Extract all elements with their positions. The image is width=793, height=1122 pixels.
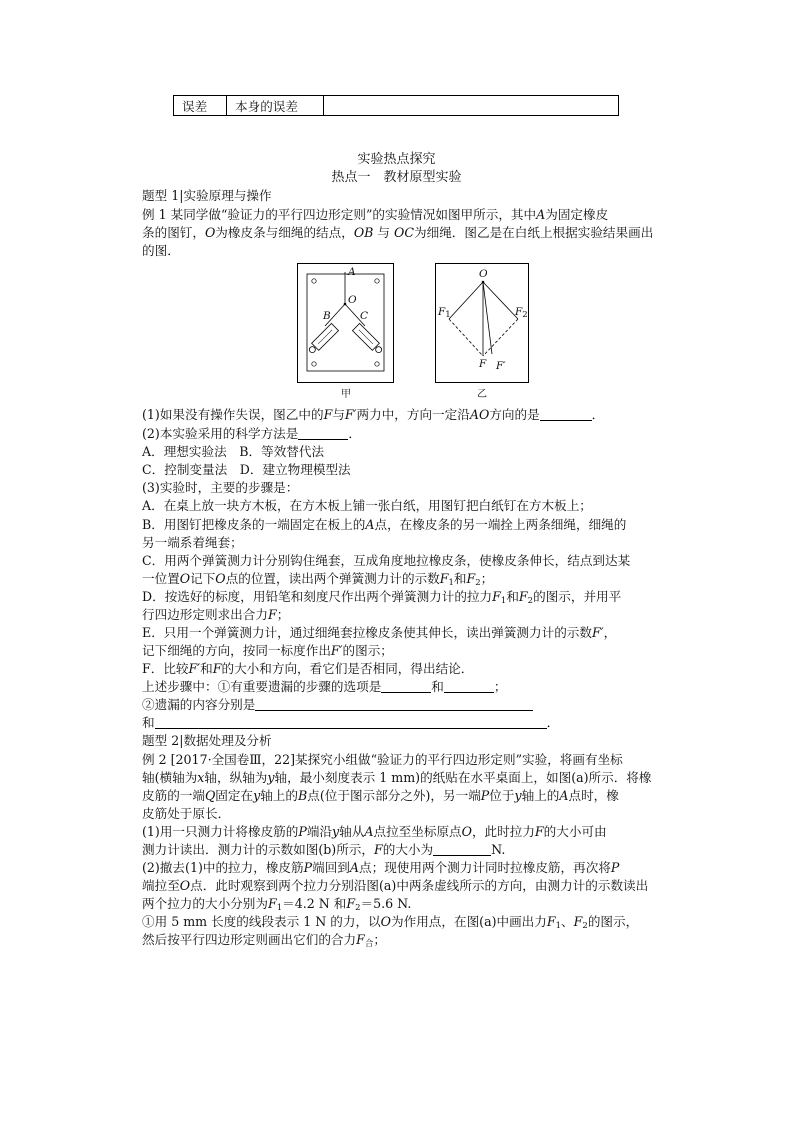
part1-line2: 测力计读出．测力计的示数如图(b)所示，F的大小为 N. [142,842,506,857]
step-a: A．在桌上放一块方木板，在方木板上铺一张白纸，用图钉把白纸钉在方木板上； [142,498,592,513]
step-c-line2: 一位置O记下O点的位置，读出两个弹簧测力计的示数$F_1$和$F_2$； [142,571,494,588]
example2-line4: 皮筋处于原长． [142,806,231,821]
label-f1: $F_1$ [438,306,451,320]
answer-blank [155,715,547,729]
label-b: B [323,310,331,322]
type1-heading: 题型 1|实验原理与操作 [142,188,272,203]
label-f-prime: F′ [496,360,506,372]
step-e-line1: E．只用一个弹簧测力计，通过细绳套拉橡皮条使其伸长，读出弹簧测力计的示数F′， [142,625,617,640]
options-cd: C．控制变量法 D．建立物理模型法 [142,462,351,477]
label-f2: $F_2$ [515,306,528,320]
part1-line1: (1)用一只测力计将橡皮筋的P端沿y轴从A点拉至坐标原点O，此时拉力F的大小可由 [142,824,607,839]
answer-blank [381,679,431,693]
figure-yi [435,263,529,383]
table-cell: 误差 [174,96,227,116]
hot-heading: 热点一 教材原型实验 [331,170,462,185]
label-f: F [479,358,487,370]
caption-yi: 乙 [477,389,487,400]
figure-jia-drawing [298,264,393,382]
type2-heading: 题型 2|数据处理及分析 [142,733,272,748]
answer-blank [540,407,592,421]
options-ab: A．理想实验法 B．等效替代法 [142,444,325,459]
step-c-line1: C．用两个弹簧测力计分别钩住绳套，互成角度地拉橡皮条，使橡皮条伸长，结点到达某 [142,553,631,568]
table-cell [324,96,619,116]
answer-blank [433,842,491,856]
error-table [173,95,619,116]
label-c: C [360,310,369,322]
step-e-line2: 记下细绳的方向，按同一标度作出F′的图示； [142,643,393,658]
table-row [174,96,619,116]
step-f: F．比较F′和F的大小和方向，看它们是否相同，得出结论． [142,661,474,676]
answer-blank [255,697,533,711]
answer-blank [444,679,494,693]
example2-line2: 轴(横轴为x轴，纵轴为y轴，最小刻度表示 1 mm)的纸贴在水平桌面上，如图(a)所示．将橡 [142,770,652,785]
table-cell: 本身的误差 [227,96,324,116]
figure-jia [297,263,394,383]
example1-line3: 的图． [142,243,180,258]
step-b-line1: B．用图钉把橡皮条的一端固定在板上的A点，在橡皮条的另一端拴上两条细绳，细绳的 [142,517,627,532]
summary-2: ②遗漏的内容分别是 [142,694,533,713]
example1-line2: 条的图钉，O为橡皮条与细绳的结点，OB 与 OC为细绳．图乙是在白纸上根据实验结果画出 [142,225,654,240]
example2-line1: 例 2 [2017·全国卷Ⅲ，22]某探究小组做“验证力的平行四边形定则”实验，将画有坐标 [142,752,623,767]
example1-line1: 例 1 某同学做“验证力的平行四边形定则”的实验情况如图甲所示，其中A为固定橡皮 [142,207,609,222]
question-3: (3)实验时，主要的步骤是： [142,480,299,495]
part2-line2: 端拉至O点．此时观察到两个拉力分别沿图(a)中两条虚线所示的方向，由测力计的示数读出 [142,878,649,893]
label-o2: O [479,268,488,280]
step-d-line1: D．按选好的标度，用铅笔和刻度尺作出两个弹簧测力计的拉力$F_1$和$F_2$的图示，并用平 [142,589,622,606]
question-2: (2)本实验采用的科学方法是 ． [142,426,361,441]
section-heading: 实验热点探究 [357,152,436,167]
part3-line2: 然后按平行四边形定则画出它们的合力$F_合$； [142,932,386,949]
label-o: O [348,294,357,306]
example2-line3: 皮筋的一端Q固定在y轴上的B点(位于图示部分之外)，另一端P位于y轴上的A点时，橡 [142,788,619,803]
caption-jia: 甲 [341,389,351,400]
summary-3: 和 ． [142,715,560,730]
part3-line1: ①用 5 mm 长度的线段表示 1 N 的力，以O为作用点，在图(a)中画出力$F_1$、$F_2$的图示， [142,914,639,931]
step-b-line2: 另一端系着绳套； [142,535,243,550]
answer-blank [298,426,348,440]
part2-line1: (2)撤去(1)中的拉力，橡皮筋P端回到A点；现使用两个测力计同时拉橡皮筋，再次将P [142,860,620,875]
summary-1: 上述步骤中：①有重要遗漏的步骤的选项是 和 ； [142,679,507,694]
step-d-line2: 行四边形定则求出合力F； [142,607,290,622]
question-1: (1)如果没有操作失误，图乙中的F与F′两力中，方向一定沿AO方向的是 ． [142,407,605,422]
label-a: A [348,266,356,278]
part2-line3: 两个拉力的大小分别为$F_1=4.2$ N 和$F_2=5.6$ N. [142,896,412,913]
